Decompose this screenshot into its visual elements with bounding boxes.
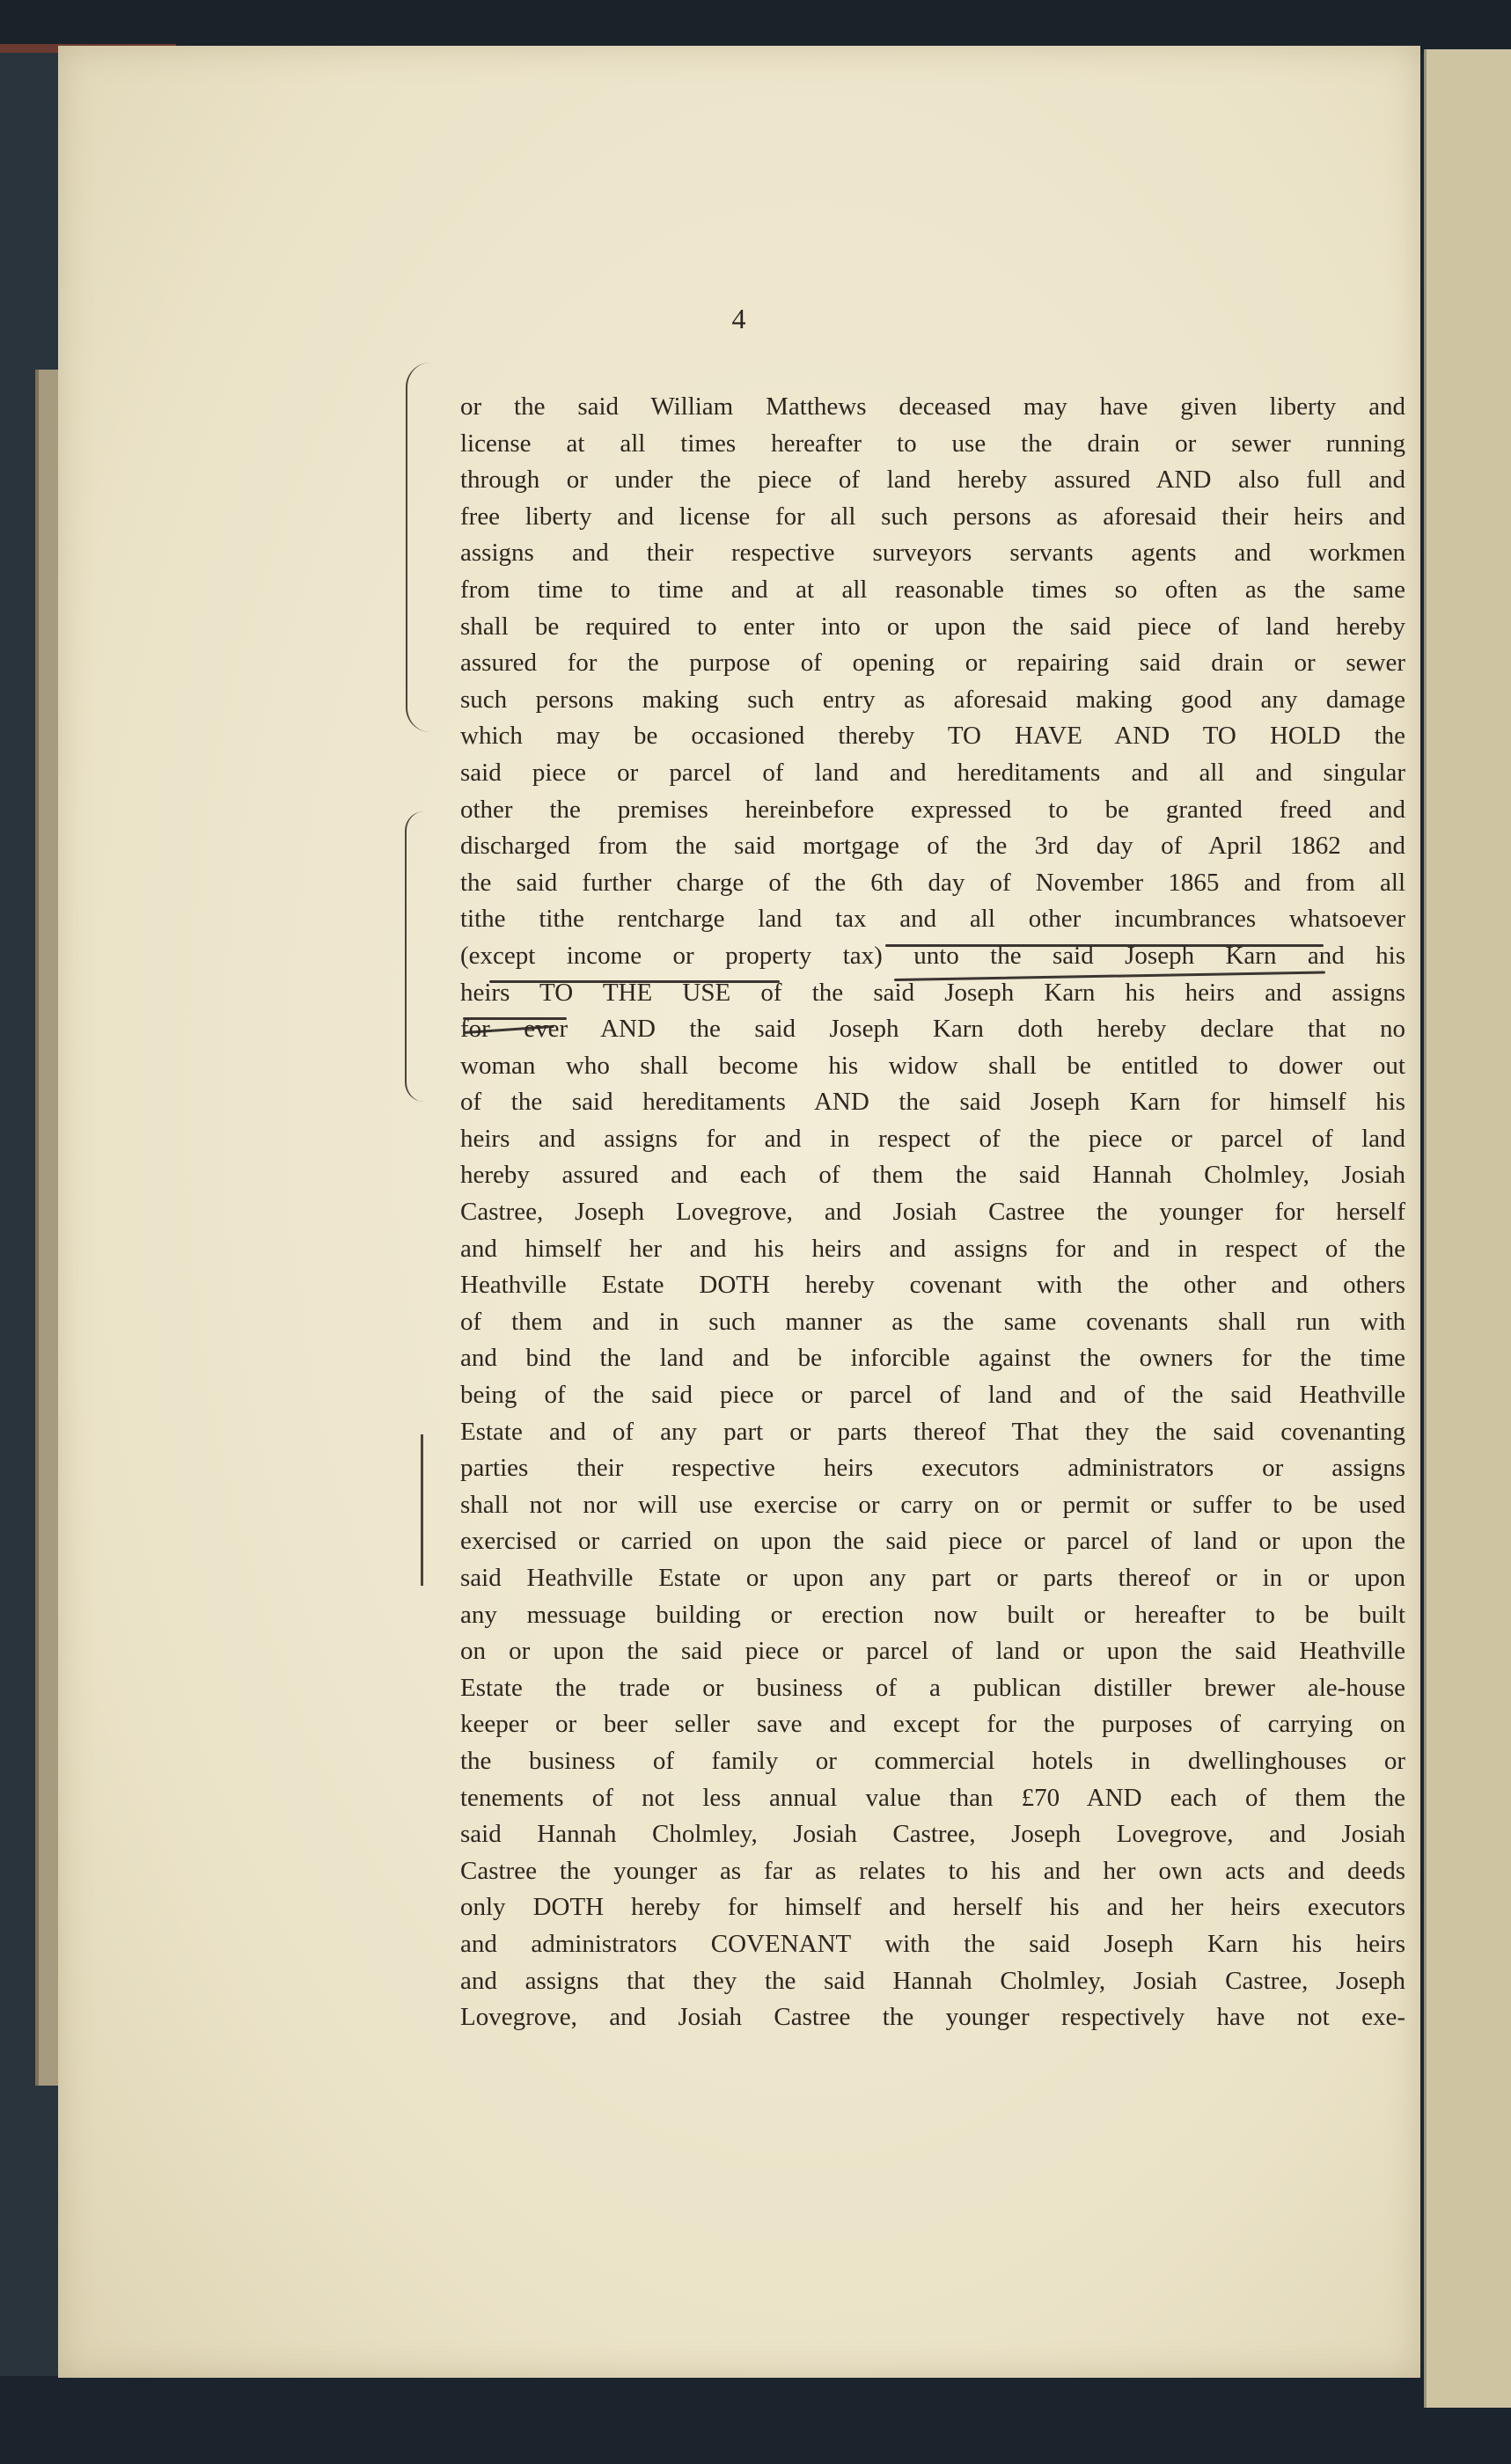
text-line: the business of family or commercial hotels in dwellinghouses or [460,1746,1405,1775]
text-line: being of the said piece or parcel of land and of the said Heathville [460,1381,1405,1410]
text-line: such persons making such entry as aforesaid making good any damage [460,685,1405,714]
text-line: (except income or property tax) unto the said Joseph Karn and his [460,941,1405,970]
text-line: only DOTH hereby for himself and herself his and her heirs executors [460,1893,1405,1922]
text-line: Castree the younger as far as relates to his and her own acts and deeds [460,1856,1405,1885]
body-text [460,389,1405,2036]
page-number: 4 [731,303,747,334]
facing-page-edge [1424,49,1511,2408]
text-line: and bind the land and be inforcible against the owners for the time [460,1344,1405,1373]
text-line: the said further charge of the 6th day of November 1865 and from all [460,868,1405,897]
text-line: assured for the purpose of opening or repairing said drain or sewer [460,649,1405,678]
text-line: Estate and of any part or parts thereof That they the said covenanting [460,1417,1405,1446]
text-line: shall be required to enter into or upon the said piece of land hereby [460,612,1405,641]
text-line: Lovegrove, and Josiah Castree the younger respectively have not exe- [460,2003,1405,2032]
text-line: other the premises hereinbefore expressed to be granted freed and [460,795,1405,824]
text-line: free liberty and license for all such persons as aforesaid their heirs and [460,502,1405,531]
text-line: assigns and their respective surveyors servants agents and workmen [460,539,1405,568]
text-line: said Hannah Cholmley, Josiah Castree, Joseph Lovegrove, and Josiah [460,1820,1405,1849]
text-line: keeper or beer seller save and except for the purposes of carrying on [460,1710,1405,1739]
text-line: hereby assured and each of them the said Hannah Cholmley, Josiah [460,1161,1405,1190]
text-line: from time to time and at all reasonable times so often as the same [460,575,1405,604]
document-page [58,46,1420,2378]
text-line: on or upon the said piece or parcel of land or upon the said Heathville [460,1637,1405,1666]
text-line: heirs and assigns for and in respect of the piece or parcel of land [460,1124,1405,1153]
text-line: which may be occasioned thereby TO HAVE AND TO HOLD the [460,722,1405,751]
text-line: said Heathville Estate or upon any part or parts thereof or in or upon [460,1564,1405,1592]
text-line: of them and in such manner as the same covenants shall run with [460,1307,1405,1336]
text-line: said piece or parcel of land and hereditaments and all and singular [460,758,1405,787]
text-line: or the said William Matthews deceased may have given liberty and [460,392,1405,421]
text-line: tenements of not less annual value than £70 AND each of them the [460,1783,1405,1812]
text-line: tithe tithe rentcharge land tax and all other incumbrances whatsoever [460,905,1405,934]
text-line: exercised or carried on upon the said piece or parcel of land or upon the [460,1527,1405,1556]
margin-bracket-upper [406,363,430,732]
text-line: and assigns that they the said Hannah Cholmley, Josiah Castree, Joseph [460,1966,1405,1995]
text-line: discharged from the said mortgage of the 3rd day of April 1862 and [460,832,1405,861]
margin-bracket-lower [421,1434,427,1586]
book-cover-bottom [0,2376,1511,2464]
text-line: shall not nor will use exercise or carry on or permit or suffer to be used [460,1490,1405,1519]
text-line: of the said hereditaments AND the said Joseph Karn for himself his [460,1088,1405,1117]
text-line: and himself her and his heirs and assigns for and in respect of the [460,1234,1405,1263]
text-line: license at all times hereafter to use the drain or sewer running [460,429,1405,458]
text-line: Heathville Estate DOTH hereby covenant with the other and others [460,1271,1405,1300]
text-line: Estate the trade or business of a publican distiller brewer ale-house [460,1673,1405,1702]
margin-bracket-middle [405,811,424,1102]
text-line: heirs TO THE USE of the said Joseph Karn his heirs and assigns [460,978,1405,1007]
text-line: parties their respective heirs executors administrators or assigns [460,1454,1405,1483]
text-line: any messuage building or erection now built or hereafter to be built [460,1600,1405,1629]
text-line: and administrators COVENANT with the said Joseph Karn his heirs [460,1929,1405,1958]
text-line: for ever AND the said Joseph Karn doth hereby declare that no [460,1015,1405,1044]
text-line: through or under the piece of land hereby assured AND also full and [460,466,1405,495]
text-line: Castree, Joseph Lovegrove, and Josiah Castree the younger for herself [460,1198,1405,1227]
text-line: woman who shall become his widow shall be entitled to dower out [460,1051,1405,1080]
